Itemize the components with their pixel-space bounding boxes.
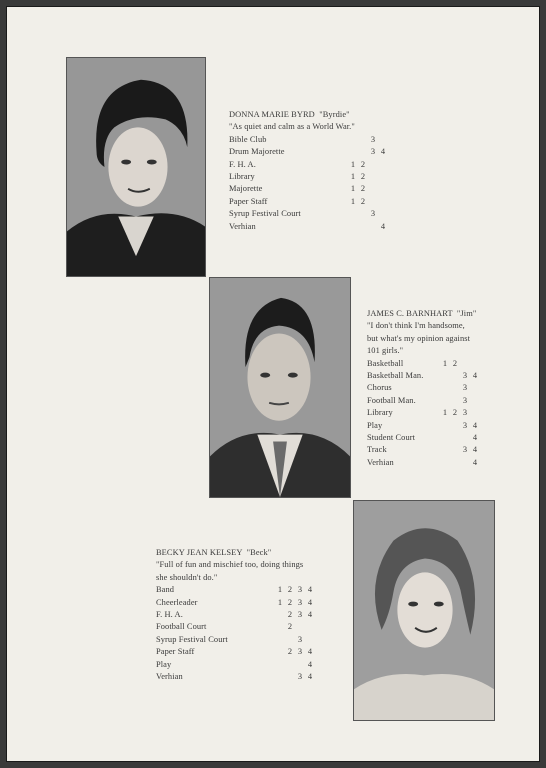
activity-year: 2 xyxy=(360,171,366,181)
activity-name: Verhian xyxy=(156,671,183,681)
activity-year: 2 xyxy=(287,585,293,595)
activity-row xyxy=(156,621,356,633)
activity-year: 2 xyxy=(287,597,293,607)
activity-year: 1 xyxy=(350,171,356,181)
activity-year: 3 xyxy=(462,408,468,418)
activity-year: 3 xyxy=(297,671,303,681)
activity-name: Football Court xyxy=(156,622,207,632)
activity-name: Drum Majorette xyxy=(229,147,285,157)
activity-name: Chorus xyxy=(367,383,392,393)
activity-year: 4 xyxy=(307,659,313,669)
student-entry-james-barnhart xyxy=(367,308,537,469)
activity-year: 2 xyxy=(287,622,293,632)
activity-year: 3 xyxy=(297,634,303,644)
student-nickname: "Beck" xyxy=(246,548,272,557)
activity-row xyxy=(367,407,537,419)
activity-row xyxy=(229,196,429,208)
activity-year: 3 xyxy=(370,147,376,157)
activity-row xyxy=(229,159,429,171)
activity-name: Verhian xyxy=(367,457,394,467)
activity-row xyxy=(229,208,429,220)
activity-year: 4 xyxy=(307,610,313,619)
activity-year: 3 xyxy=(462,371,468,381)
activity-year: 1 xyxy=(442,358,448,368)
activity-year: 4 xyxy=(307,647,313,657)
activity-name: Library xyxy=(229,171,255,181)
activity-row xyxy=(367,395,537,407)
activity-year: 2 xyxy=(360,196,366,206)
activity-row xyxy=(229,171,429,183)
activity-year: 2 xyxy=(452,408,458,418)
activity-year: 1 xyxy=(277,585,283,595)
activity-row xyxy=(367,370,537,382)
activity-name: Cheerleader xyxy=(156,597,198,607)
activity-year: 4 xyxy=(472,420,478,430)
activity-year: 4 xyxy=(307,585,313,595)
activity-year: 3 xyxy=(370,209,376,219)
student-quote: but what's my opinion against xyxy=(367,333,471,343)
activity-row xyxy=(156,634,356,646)
activity-year: 1 xyxy=(350,184,356,194)
activity-year: 2 xyxy=(452,358,458,368)
activity-row xyxy=(156,597,356,609)
activity-year: 3 xyxy=(462,420,468,430)
activity-row xyxy=(156,609,356,621)
activity-name: Track xyxy=(367,445,387,455)
activity-row xyxy=(156,646,356,658)
activity-row xyxy=(367,444,537,456)
activity-name: Basketball Man. xyxy=(367,371,424,381)
student-quote: "I don't think I'm handsome, xyxy=(367,321,465,331)
activity-year: 4 xyxy=(472,445,478,455)
activity-year: 3 xyxy=(462,395,468,405)
activity-year: 1 xyxy=(277,597,283,607)
activity-row xyxy=(156,671,356,683)
activity-name: Band xyxy=(156,585,175,595)
activity-row xyxy=(229,146,429,158)
activity-name: Paper Staff xyxy=(156,647,195,657)
activity-year: 4 xyxy=(472,371,478,381)
student-nickname: "Byrdie" xyxy=(319,110,350,119)
activity-row xyxy=(367,432,537,444)
yearbook-page xyxy=(6,6,540,762)
activity-row xyxy=(367,358,537,370)
activity-list xyxy=(229,134,429,233)
activity-year: 3 xyxy=(297,610,303,619)
activity-name: Play xyxy=(367,420,383,430)
activity-year: 2 xyxy=(287,610,293,619)
activity-list xyxy=(156,584,356,683)
activity-year: 4 xyxy=(380,221,386,231)
portrait-photo-becky-kelsey xyxy=(353,500,495,721)
activity-row xyxy=(229,221,429,233)
activity-name: Football Man. xyxy=(367,395,416,405)
activity-row xyxy=(156,659,356,671)
student-nickname: "Jim" xyxy=(456,309,477,318)
activity-name: Student Court xyxy=(367,432,416,442)
student-name: JAMES C. BARNHART xyxy=(367,309,453,318)
student-quote: 101 girls." xyxy=(367,346,404,356)
activity-year: 2 xyxy=(360,184,366,194)
portrait-photo-donna-byrd xyxy=(66,57,206,277)
activity-year: 3 xyxy=(297,647,303,657)
activity-year: 3 xyxy=(370,134,376,144)
activity-row xyxy=(229,134,429,146)
activity-year: 1 xyxy=(442,408,448,418)
student-name-line xyxy=(367,308,537,320)
activity-year: 3 xyxy=(462,383,468,393)
activity-name: Basketball xyxy=(367,358,404,368)
activity-name: F. H. A. xyxy=(156,610,183,619)
activity-row xyxy=(367,457,537,469)
activity-name: Majorette xyxy=(229,184,263,194)
activity-year: 3 xyxy=(297,597,303,607)
activity-name: Paper Staff xyxy=(229,196,268,206)
student-quote: she shouldn't do." xyxy=(156,572,218,582)
activity-row xyxy=(367,382,537,394)
activity-year: 4 xyxy=(307,671,313,681)
activity-year: 4 xyxy=(472,432,478,442)
activity-year: 1 xyxy=(350,159,356,169)
activity-year: 2 xyxy=(287,647,293,657)
portrait-photo-james-barnhart xyxy=(209,277,351,498)
student-name-line xyxy=(156,547,356,559)
student-quote: "Full of fun and mischief too, doing things xyxy=(156,560,304,570)
activity-name: Syrup Festival Court xyxy=(229,209,301,219)
activity-year: 3 xyxy=(462,445,468,455)
activity-name: Bible Club xyxy=(229,134,267,144)
activity-list xyxy=(367,358,537,470)
student-name-line xyxy=(229,109,429,121)
student-entry-becky-kelsey xyxy=(156,547,356,683)
student-quote: "As quiet and calm as a World War." xyxy=(229,122,355,132)
student-name: BECKY JEAN KELSEY xyxy=(156,548,243,557)
activity-name: Play xyxy=(156,659,172,669)
activity-year: 2 xyxy=(360,159,366,169)
activity-year: 4 xyxy=(380,147,386,157)
activity-year: 1 xyxy=(350,196,356,206)
activity-row xyxy=(156,584,356,596)
activity-row xyxy=(367,420,537,432)
activity-name: F. H. A. xyxy=(229,159,256,169)
activity-year: 4 xyxy=(472,457,478,467)
student-name: DONNA MARIE BYRD xyxy=(229,110,315,119)
activity-name: Library xyxy=(367,408,393,418)
activity-name: Verhian xyxy=(229,221,256,231)
activity-year: 3 xyxy=(297,585,303,595)
activity-row xyxy=(229,183,429,195)
student-entry-donna-byrd xyxy=(229,109,429,233)
activity-name: Syrup Festival Court xyxy=(156,634,228,644)
activity-year: 4 xyxy=(307,597,313,607)
